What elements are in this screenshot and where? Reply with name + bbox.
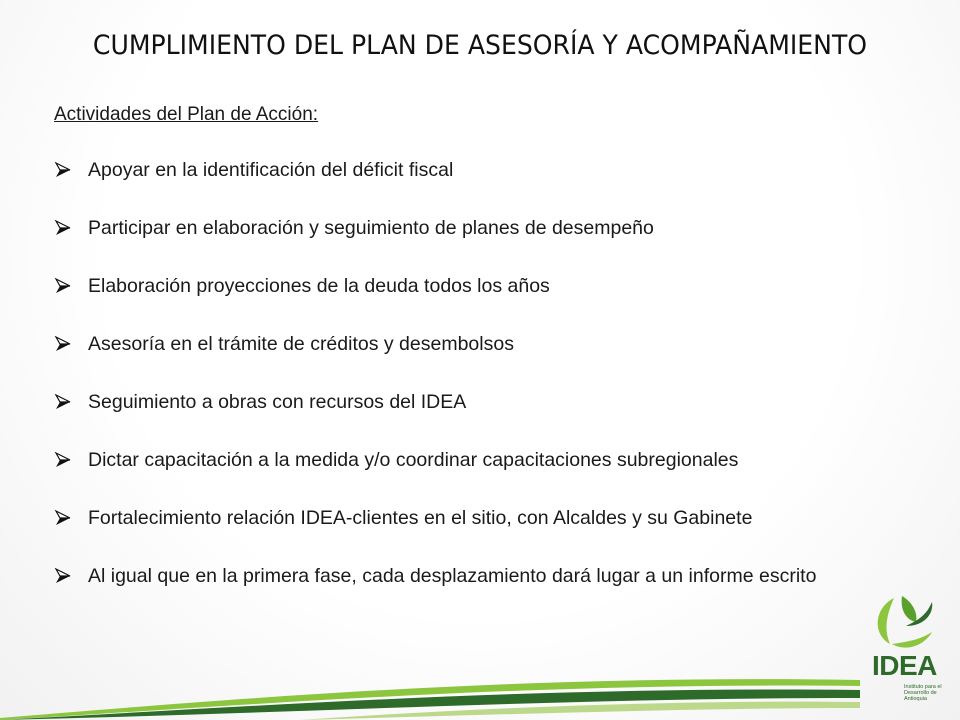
bullet-item: [54, 388, 934, 446]
slide-title: CUMPLIMIENTO DEL PLAN DE ASESORÍA Y ACOMPAÑAMIENTO: [92, 30, 868, 61]
bullet-text: Apoyar en la identificación del déficit fiscal: [88, 159, 454, 181]
bullet-list: [54, 156, 934, 590]
bullet-text: Fortalecimiento relación IDEA-clientes en el sitio, con Alcaldes y su Gabinete: [88, 507, 753, 529]
arrow-bullet-icon: [54, 394, 72, 410]
bullet-text: Asesoría en el trámite de créditos y desembolsos: [88, 333, 514, 355]
bullet-text: Participar en elaboración y seguimiento de planes de desempeño: [88, 217, 654, 239]
arrow-bullet-icon: [54, 452, 72, 468]
arrow-bullet-icon: [54, 220, 72, 236]
bullet-text: Dictar capacitación a la medida y/o coordinar capacitaciones subregionales: [88, 449, 739, 471]
bullet-item: [54, 214, 934, 272]
arrow-bullet-icon: [54, 336, 72, 352]
arrow-bullet-icon: [54, 162, 72, 178]
decorative-swoosh: [0, 640, 960, 720]
arrow-bullet-icon: [54, 510, 72, 526]
bullet-item: [54, 272, 934, 330]
bullet-text: Elaboración proyecciones de la deuda todos los años: [88, 275, 550, 297]
idea-logo-tagline: Instituto para el Desarrollo de Antioquia: [904, 684, 942, 702]
arrow-bullet-icon: [54, 568, 72, 584]
bullet-item: [54, 330, 934, 388]
bullet-item: [54, 156, 934, 214]
bullet-item: [54, 504, 934, 562]
arrow-bullet-icon: [54, 278, 72, 294]
idea-logo-wordmark: IDEA: [872, 650, 937, 681]
bullet-item: [54, 446, 934, 504]
section-subtitle: Actividades del Plan de Acción:: [54, 104, 319, 125]
bullet-text: Al igual que en la primera fase, cada desplazamiento dará lugar a un informe escrito: [88, 565, 817, 587]
bullet-item: [54, 562, 934, 590]
bullet-text: Seguimiento a obras con recursos del IDEA: [88, 391, 467, 413]
